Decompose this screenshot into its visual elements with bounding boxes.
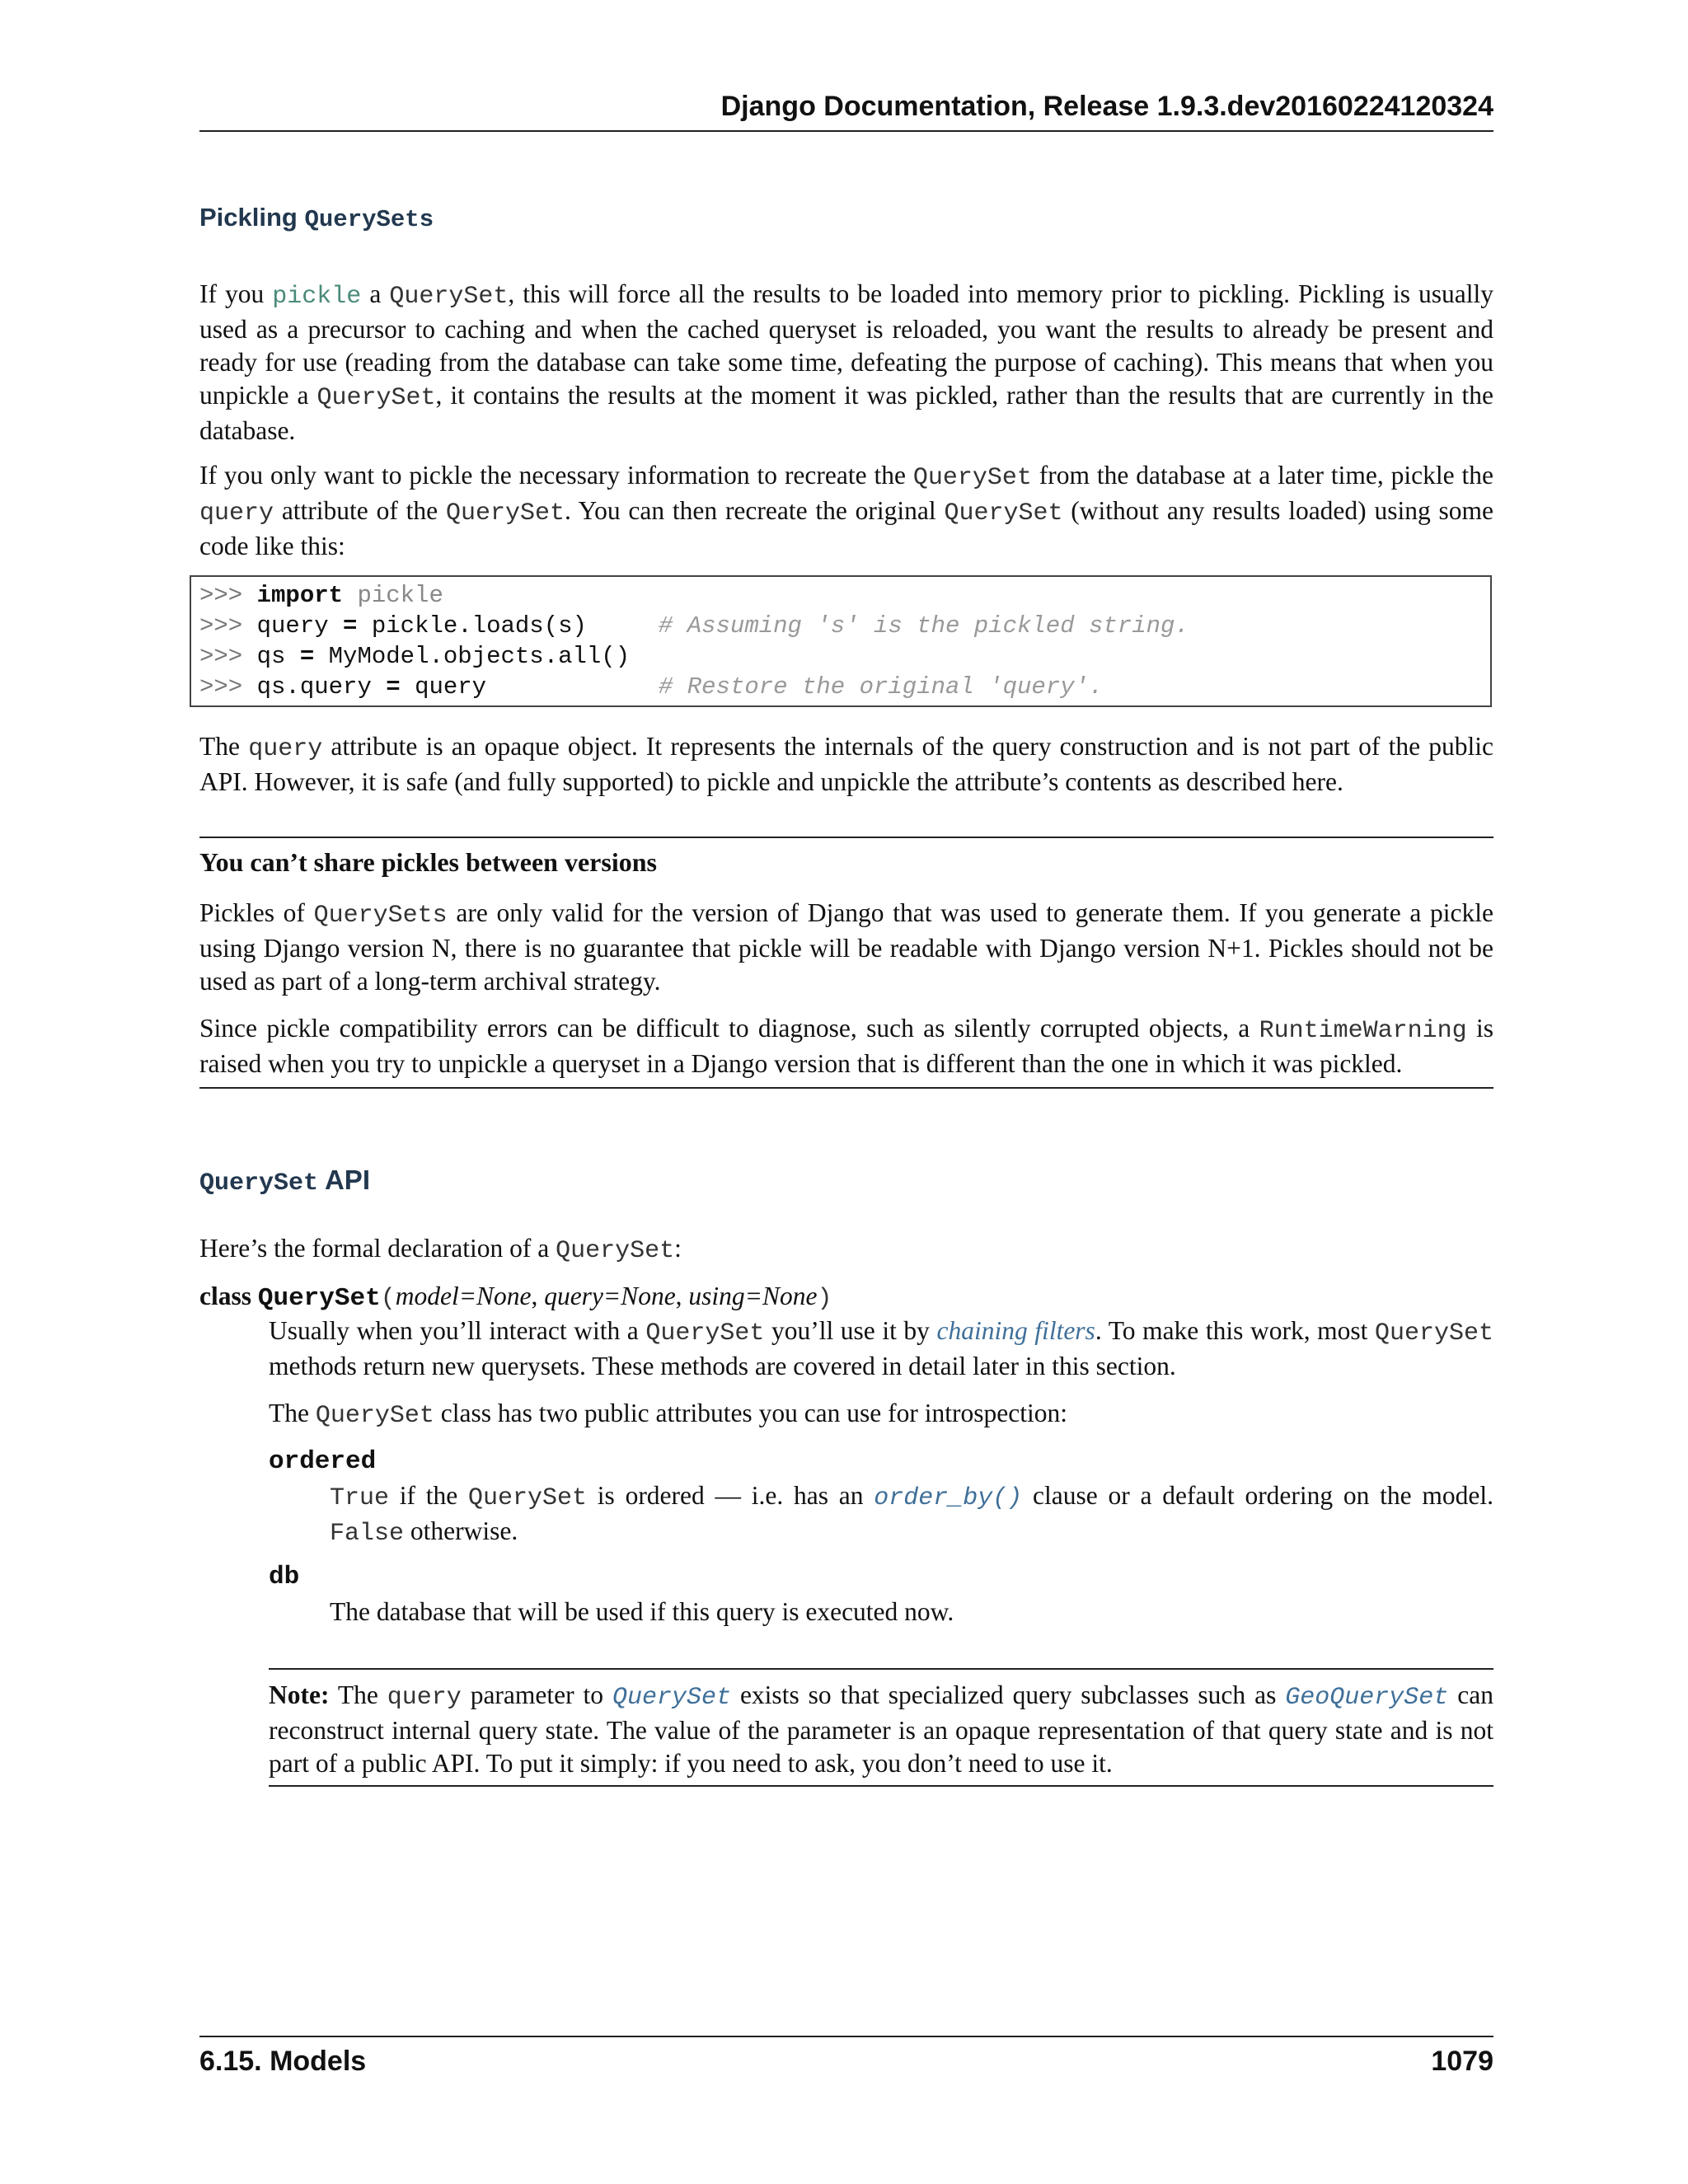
paragraph-formal-declaration: Here’s the formal declaration of a QuerySet: [199, 1234, 682, 1265]
paragraph-db-desc: The database that will be used if this query is executed now. [330, 1597, 954, 1626]
code-block [190, 575, 1492, 707]
paragraph-chaining: Usually when you’ll interact with a QuerySet you’ll use it by chaining filters. To make this work, most QuerySet methods return new querysets. These methods are covered in detail later in this section. [269, 1316, 1494, 1380]
page-footer [199, 2036, 1493, 2078]
geoqueryset-link[interactable]: GeoQuerySet [1285, 1684, 1449, 1712]
warning-paragraph-runtime: Since pickle compatibility errors can be difficult to diagnose, such as silently corrupted objects, a RuntimeWarning is raised when you try to unpickle a queryset in a Django version that is different than the one in which it was pickled. [199, 1014, 1494, 1078]
code-line: >>> qs.query = query # Restore the original 'query'. [199, 673, 1104, 701]
code-line: >>> qs = MyModel.objects.all() [199, 643, 631, 670]
page-number: 1079 [1431, 2046, 1493, 2077]
note-bottom-rule [269, 1785, 1493, 1787]
section-heading-queryset-api: QuerySet API [199, 1165, 370, 1197]
pickle-link[interactable]: pickle [272, 283, 362, 311]
attribute-ordered: ordered [269, 1447, 377, 1476]
class-signature: class QuerySet(model=None, query=None, using=None) [199, 1282, 832, 1313]
warning-title: You can’t share pickles between versions [199, 847, 657, 877]
attribute-db: db [269, 1563, 300, 1591]
code-line: >>> query = pickle.loads(s) # Assuming 's' is the pickled string. [199, 612, 1189, 640]
code-line: >>> import pickle [199, 582, 443, 609]
warning-top-rule [199, 837, 1493, 838]
paragraph-ordered-desc: True if the QuerySet is ordered — i.e. has an order_by() clause or a default ordering on the model. False otherwise. [330, 1481, 1494, 1548]
footer-section: 6.15. Models [199, 2046, 367, 2077]
paragraph-pickling-intro: If you pickle a QuerySet, this will force all the results to be loaded into memory prior to pickling. Pickling is usually used as a precursor to caching and when the cached queryset is reloaded, you want the results to already be present and ready for use (reading from the database can take some time, defeating the purpose of caching). This means that when you unpickle a QuerySet, it contains the results at the moment it was pickled, rather than the results that are currently in the database. [199, 279, 1494, 445]
chaining-filters-link[interactable]: chaining filters [936, 1316, 1095, 1345]
running-header [199, 91, 1493, 132]
header-title: Django Documentation, Release 1.9.3.dev20160224120324 [720, 91, 1493, 122]
section-heading-pickling: Pickling QuerySets [199, 203, 434, 233]
queryset-link[interactable]: QuerySet [612, 1684, 732, 1712]
note-label: Note: [269, 1680, 330, 1709]
paragraph-public-attributes: The QuerySet class has two public attributes you can use for introspection: [269, 1399, 1067, 1430]
warning-paragraph-versions: Pickles of QuerySets are only valid for the version of Django that was used to generate them. If you generate a pickle using Django version N, there is no guarantee that pickle will be readable with Django version N+1. Pickles should not be used as part of a long-term archival strategy. [199, 898, 1494, 996]
note-paragraph: Note: The query parameter to QuerySet exists so that specialized query subclasses such as GeoQuerySet can reconstruct internal query state. The value of the parameter is an opaque representation of that query state and is not part of a public API. To put it simply: if you need to ask, you don’t need to use it. [269, 1680, 1493, 1778]
paragraph-query-attribute: The query attribute is an opaque object. It represents the internals of the query construction and is not part of the public API. However, it is safe (and fully supported) to pickle and unpickle the attribute’s contents as described here. [199, 732, 1493, 796]
note-top-rule [269, 1668, 1493, 1670]
paragraph-pickle-query: If you only want to pickle the necessary information to recreate the QuerySet from the database at a later time, pickle the query attribute of the QuerySet. You can then recreate the original QuerySet (without any results loaded) using some code like this: [199, 461, 1494, 560]
order-by-link[interactable]: order_by() [874, 1484, 1023, 1512]
warning-bottom-rule [199, 1087, 1493, 1089]
